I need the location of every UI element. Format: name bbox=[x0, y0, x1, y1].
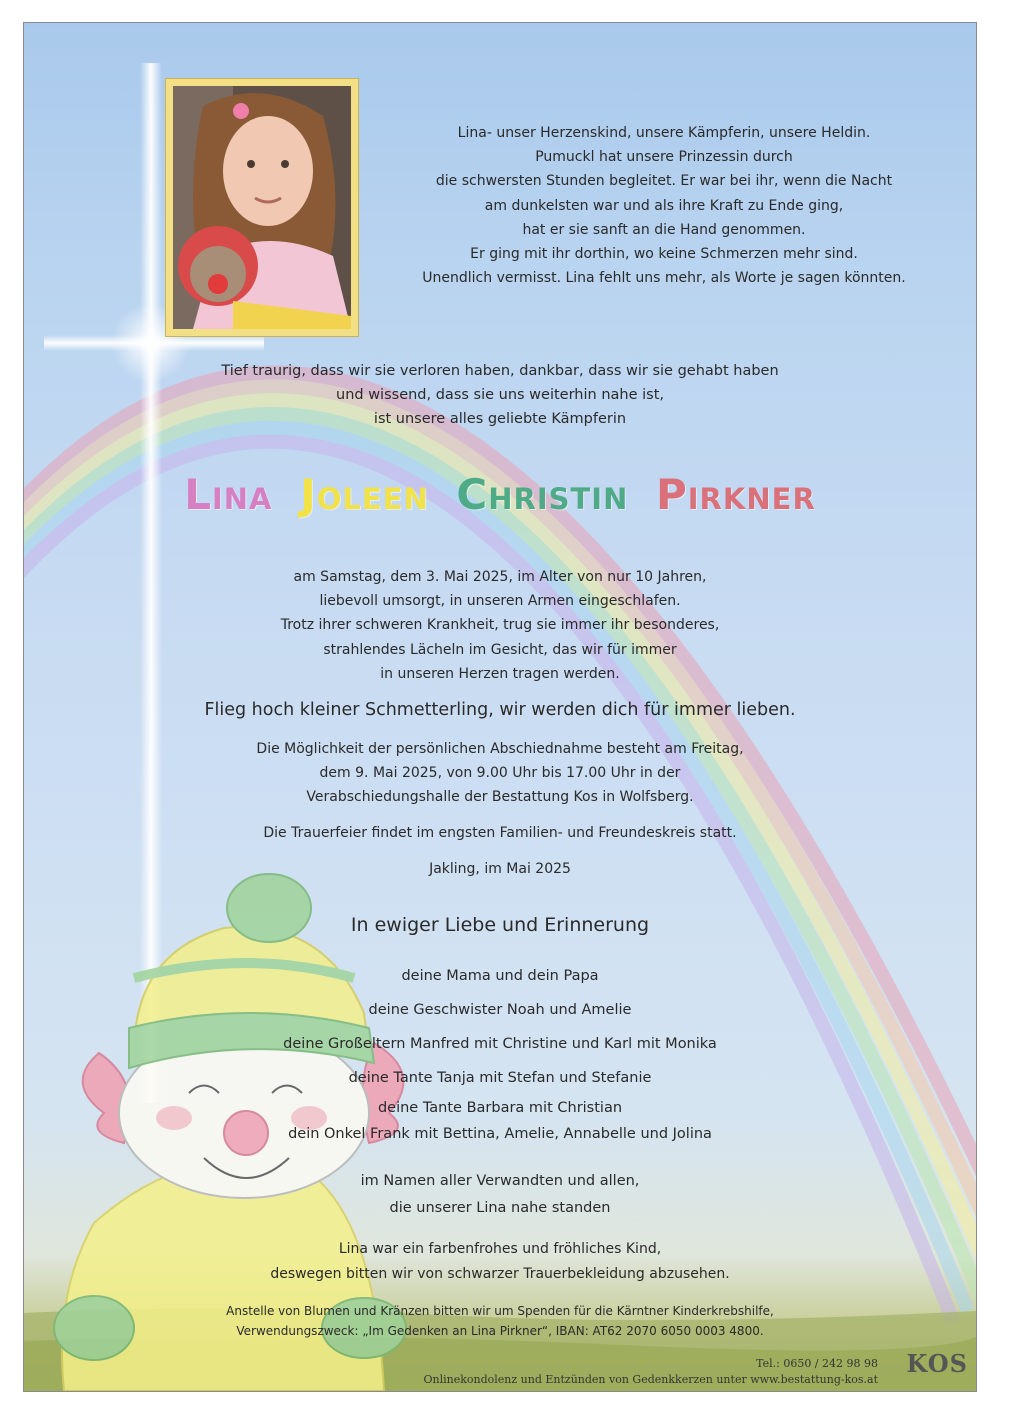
intro-text bbox=[364, 121, 964, 290]
donation-line: Verwendungszweck: „Im Gedenken an Lina Pirkner“, IBAN: AT62 2070 6050 0003 4800. bbox=[236, 1324, 764, 1338]
sorrow-text bbox=[24, 359, 976, 432]
intro-line: Unendlich vermisst. Lina fehlt uns mehr, als Worte je sagen könnten. bbox=[422, 270, 906, 287]
relatives-line: die unserer Lina nahe standen bbox=[389, 1200, 611, 1216]
intro-line: Pumuckl hat unsere Prinzessin durch bbox=[535, 149, 793, 166]
name-last: Pirkner bbox=[655, 470, 816, 519]
family-entry: deine Mama und dein Papa bbox=[401, 968, 599, 984]
place-date: Jakling, im Mai 2025 bbox=[429, 861, 571, 877]
logo-text: KOS bbox=[906, 1349, 968, 1378]
passing-line: in unseren Herzen tragen werden. bbox=[380, 665, 620, 682]
intro-line: Er ging mit ihr dorthin, wo keine Schmerzen mehr sind. bbox=[470, 246, 858, 263]
intro-line: hat er sie sanft an die Hand genommen. bbox=[522, 221, 806, 238]
family-list bbox=[24, 959, 976, 1147]
name-first: Lina bbox=[184, 470, 273, 519]
butterfly-line: Flieg hoch kleiner Schmetterling, wir werden dich für immer lieben. bbox=[204, 700, 796, 720]
footer-phone: Tel.: 0650 / 242 98 98 bbox=[756, 1357, 878, 1370]
farewell-line: Die Möglichkeit der persönlichen Abschiednahme besteht am Freitag, bbox=[256, 741, 744, 757]
name-second: Joleen bbox=[300, 470, 429, 519]
family-entry: deine Großeltern Manfred mit Christine und Karl mit Monika bbox=[283, 1036, 717, 1052]
footer-online-link[interactable]: Onlinekondolenz und Entzünden von Gedenkkerzen unter www.bestattung-kos.at bbox=[423, 1373, 878, 1386]
farewell-line: dem 9. Mai 2025, von 9.00 Uhr bis 17.00 Uhr in der bbox=[319, 765, 681, 782]
passing-line: strahlendes Lächeln im Gesicht, das wir für immer bbox=[323, 641, 677, 658]
clothing-text bbox=[24, 1237, 976, 1287]
portrait-frame bbox=[165, 78, 359, 337]
deceased-name bbox=[24, 470, 976, 519]
family-entry: deine Tante Tanja mit Stefan und Stefanie bbox=[348, 1070, 652, 1086]
passing-line: liebevoll umsorgt, in unseren Armen eingeschlafen. bbox=[319, 593, 681, 610]
relatives-text bbox=[24, 1168, 976, 1222]
name-third: Christin bbox=[456, 470, 629, 519]
intro-line: Lina- unser Herzenskind, unsere Kämpferin, unsere Heldin. bbox=[457, 125, 871, 141]
sorrow-line: ist unsere alles geliebte Kämpferin bbox=[373, 411, 627, 428]
passing-text bbox=[24, 565, 976, 686]
family-entry: deine Geschwister Noah und Amelie bbox=[368, 1002, 632, 1018]
farewell-text bbox=[24, 737, 976, 810]
intro-line: am dunkelsten war und als ihre Kraft zu Ende ging, bbox=[484, 197, 844, 214]
donation-text bbox=[24, 1301, 976, 1341]
clothing-line: Lina war ein farbenfrohes und fröhliches Kind, bbox=[338, 1241, 662, 1257]
donation-line: Anstelle von Blumen und Kränzen bitten wir um Spenden für die Kärntner Kinderkrebshilfe, bbox=[226, 1304, 774, 1318]
clothing-line: deswegen bitten wir von schwarzer Trauerbekleidung abzusehen. bbox=[270, 1266, 730, 1282]
relatives-line: im Namen aller Verwandten und allen, bbox=[360, 1173, 640, 1189]
kos-logo bbox=[907, 1349, 968, 1378]
passing-line: Trotz ihrer schweren Krankheit, trug sie immer ihr besonderes, bbox=[280, 617, 720, 634]
memory-heading: In ewiger Liebe und Erinnerung bbox=[350, 914, 650, 936]
sorrow-line: und wissend, dass sie uns weiterhin nahe ist, bbox=[336, 387, 664, 404]
sorrow-line: Tief traurig, dass wir sie verloren haben, dankbar, dass wir sie gehabt haben bbox=[221, 363, 779, 379]
ceremony-line: Die Trauerfeier findet im engsten Familien- und Freundeskreis statt. bbox=[263, 825, 737, 841]
family-entry: deine Tante Barbara mit Christian bbox=[377, 1100, 623, 1116]
passing-line: am Samstag, dem 3. Mai 2025, im Alter von nur 10 Jahren, bbox=[293, 569, 707, 585]
portrait-photo bbox=[173, 86, 351, 329]
intro-line: die schwersten Stunden begleitet. Er war bei ihr, wenn die Nacht bbox=[435, 173, 893, 190]
obituary-card bbox=[23, 22, 977, 1392]
farewell-line: Verabschiedungshalle der Bestattung Kos in Wolfsberg. bbox=[306, 789, 694, 806]
family-entry: dein Onkel Frank mit Bettina, Amelie, Annabelle und Jolina bbox=[288, 1126, 712, 1142]
